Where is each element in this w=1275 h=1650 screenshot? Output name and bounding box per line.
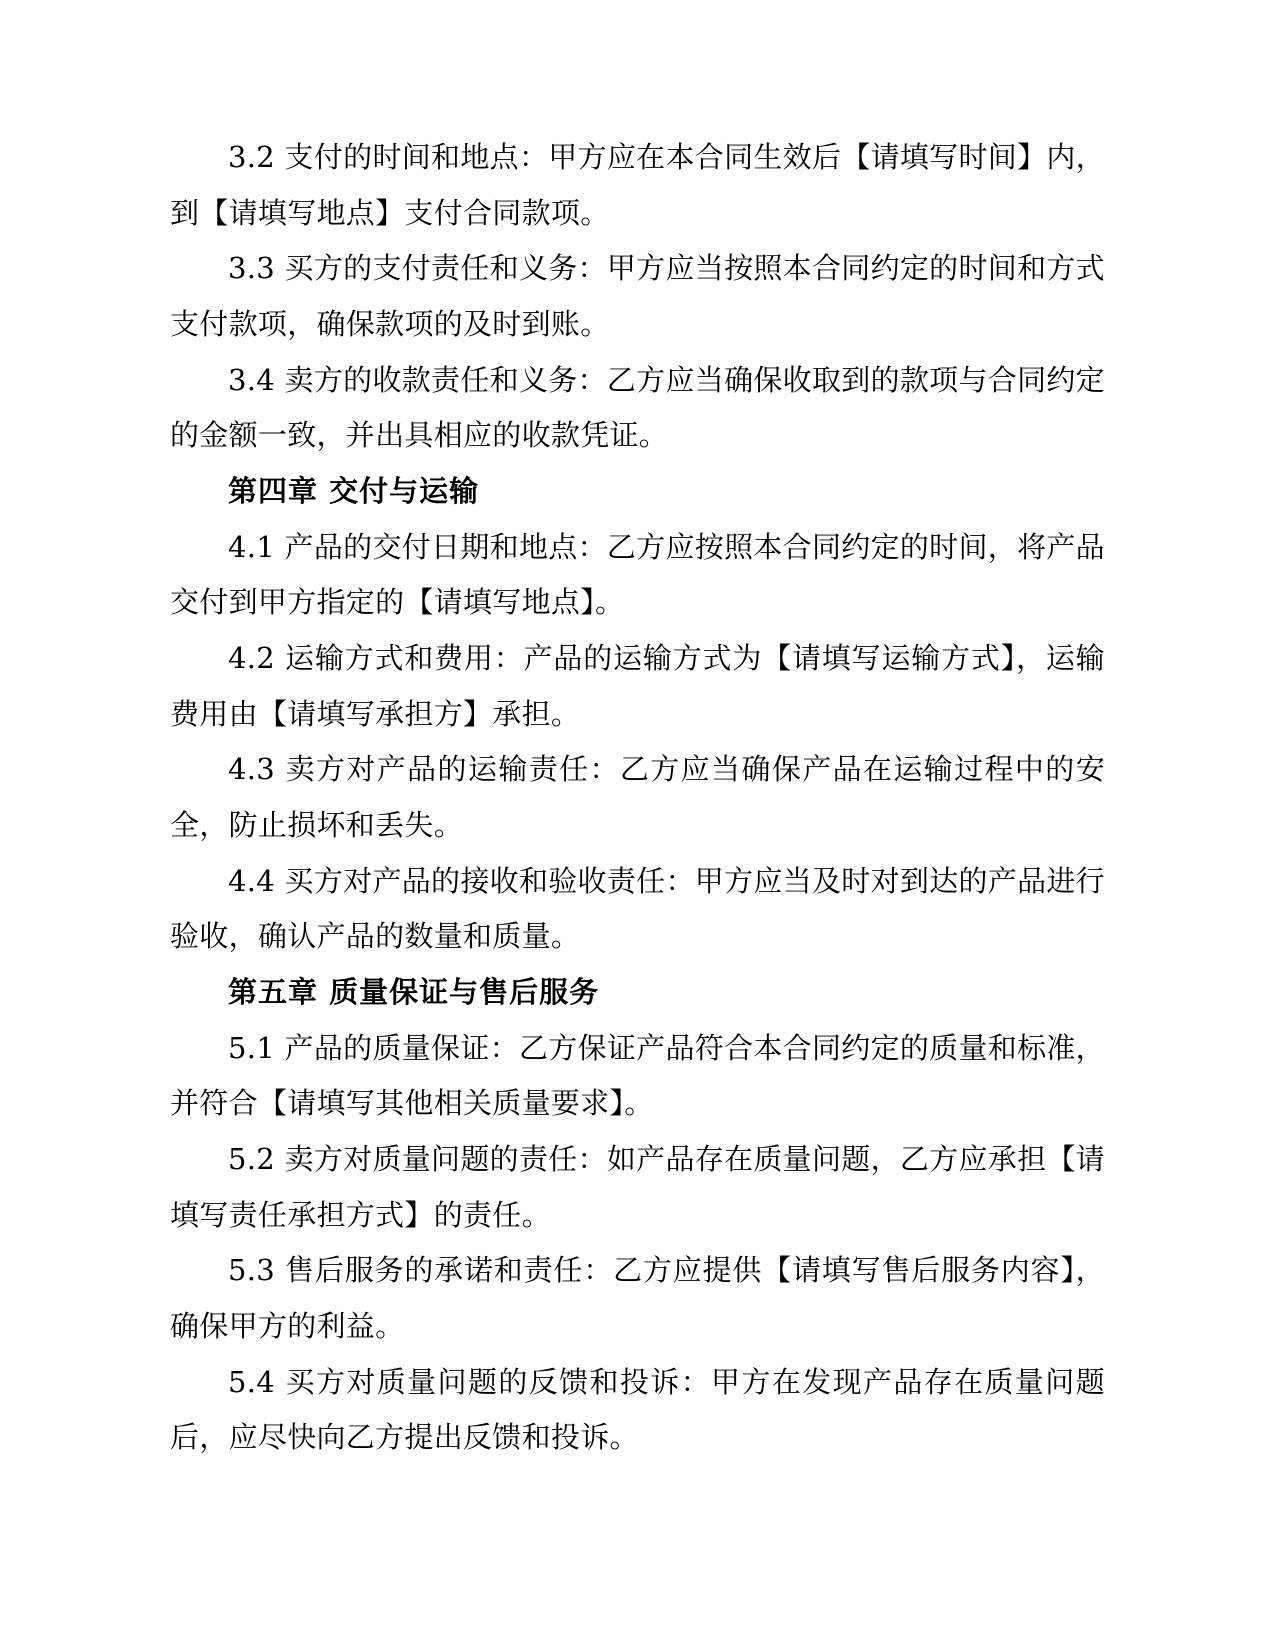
clause-4-4: 4.4 买方对产品的接收和验收责任：甲方应当及时对到达的产品进行验收，确认产品的数量和质量。 [170, 863, 1105, 954]
clause-5-3: 5.3 售后服务的承诺和责任：乙方应提供【请填写售后服务内容】，确保甲方的利益。 [170, 1253, 1105, 1344]
chapter-4-heading: 第四章 交付与运输 [228, 474, 480, 509]
clause-3-4: 3.4 卖方的收款责任和义务：乙方应当确保收取到的款项与合同约定的金额一致，并出具相应的收款凭证。 [170, 362, 1105, 453]
clause-4-1: 4.1 产品的交付日期和地点：乙方应按照本合同约定的时间，将产品交付到甲方指定的【请填写地点】。 [170, 529, 1105, 620]
document-body [170, 130, 1105, 1466]
clause-5-4: 5.4 买方对质量问题的反馈和投诉：甲方在发现产品存在质量问题后，应尽快向乙方提出反馈和投诉。 [170, 1364, 1105, 1455]
clause-4-3: 4.3 卖方对产品的运输责任：乙方应当确保产品在运输过程中的安全，防止损坏和丢失。 [170, 752, 1105, 843]
clause-4-2: 4.2 运输方式和费用：产品的运输方式为【请填写运输方式】，运输费用由【请填写承担方】承担。 [170, 641, 1105, 731]
clause-3-3: 3.3 买方的支付责任和义务：甲方应当按照本合同约定的时间和方式支付款项，确保款项的及时到账。 [170, 251, 1105, 342]
clause-3-2: 3.2 支付的时间和地点：甲方应在本合同生效后【请填写时间】内，到【请填写地点】支付合同款项。 [170, 140, 1105, 230]
clause-5-1: 5.1 产品的质量保证：乙方保证产品符合本合同约定的质量和标准，并符合【请填写其他相关质量要求】。 [170, 1030, 1105, 1121]
chapter-5-heading: 第五章 质量保证与售后服务 [228, 975, 600, 1010]
clause-5-2: 5.2 卖方对质量问题的责任：如产品存在质量问题，乙方应承担【请填写责任承担方式】的责任。 [170, 1142, 1105, 1232]
